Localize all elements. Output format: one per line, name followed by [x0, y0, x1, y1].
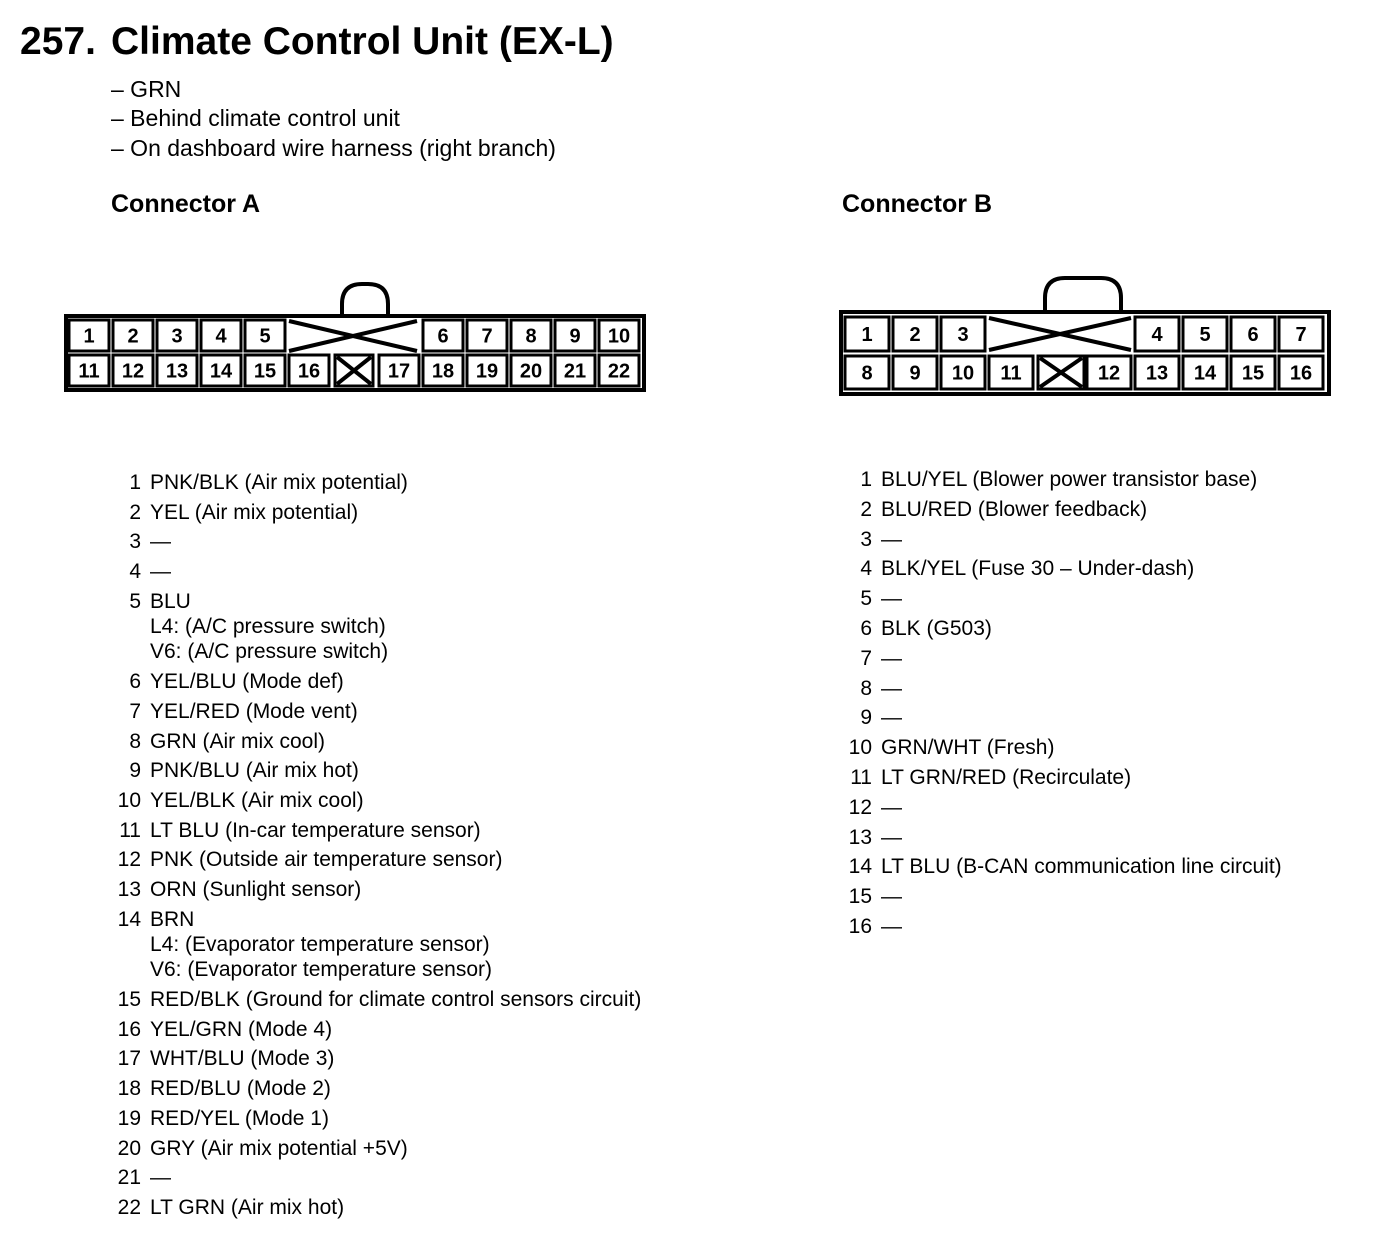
- pin-number: 8: [129, 729, 141, 753]
- pin-body: [150, 818, 481, 843]
- pin-description: —: [150, 530, 171, 554]
- connector-a-heading: Connector A: [111, 190, 261, 218]
- pin-description: —: [150, 1166, 171, 1190]
- pin-body: [150, 559, 171, 584]
- connector-b-pin-label: 13: [1145, 362, 1169, 385]
- pin-body: [881, 556, 1194, 581]
- pin-body: [881, 914, 902, 939]
- pin-number: 3: [860, 527, 872, 551]
- connector-a-pin-label: 1: [83, 325, 95, 348]
- pin-sub-description: L4: (Evaporator temperature sensor): [150, 932, 490, 956]
- pin-number: 15: [117, 988, 141, 1011]
- pin-description: ORN (Sunlight sensor): [150, 878, 362, 901]
- pin-number: 2: [860, 497, 872, 521]
- pin-row: [110, 559, 171, 584]
- connector-a-pin-label: 15: [253, 360, 277, 383]
- connector-a-pin-label: 16: [297, 360, 321, 383]
- connector-b-pin-label: 5: [1199, 324, 1211, 346]
- connector-a-pin-label: 18: [431, 360, 455, 383]
- pin-description: —: [881, 527, 902, 551]
- pin-description: LT GRN/RED (Recirculate): [881, 766, 1132, 789]
- pin-sub-description: V6: (A/C pressure switch): [150, 639, 389, 663]
- pin-description: BLU/RED (Blower feedback): [881, 497, 1148, 521]
- pin-number: 3: [129, 530, 141, 554]
- pin-description: YEL (Air mix potential): [150, 500, 359, 524]
- pin-row: [110, 1046, 334, 1071]
- connector-a-diagram: [64, 280, 648, 394]
- pin-row: [841, 586, 902, 611]
- connector-b-pin-label: 9: [909, 362, 921, 385]
- pin-body: [150, 1106, 329, 1131]
- pin-row: [110, 788, 364, 813]
- pin-body: [150, 847, 502, 872]
- pin-body: [150, 1017, 332, 1042]
- pin-number: 7: [129, 699, 141, 723]
- connector-a-pin-label: 13: [165, 360, 189, 383]
- pin-row: [110, 1076, 331, 1101]
- pin-number: 21: [117, 1166, 141, 1190]
- pin-row: [841, 795, 902, 820]
- pin-row: [841, 616, 992, 641]
- connector-a-pin-label: 21: [563, 360, 587, 383]
- connector-a-pin-label: 12: [121, 360, 145, 383]
- note-color: – GRN: [111, 76, 182, 102]
- pin-description: PNK/BLK (Air mix potential): [150, 471, 408, 494]
- connector-a-pin-label: 2: [127, 325, 139, 348]
- pin-description: GRY (Air mix potential +5V): [150, 1136, 408, 1160]
- pin-body: [150, 699, 358, 724]
- location-notes: [111, 75, 556, 163]
- pin-description: —: [881, 587, 902, 611]
- note-location: – Behind climate control unit: [111, 105, 400, 132]
- connector-b-pin-label: 11: [1000, 362, 1022, 385]
- pin-row: [110, 500, 358, 525]
- pin-body: [150, 669, 344, 694]
- pin-row: [841, 765, 1131, 790]
- connector-b-pin-label: 16: [1289, 362, 1313, 385]
- pin-row: [110, 1195, 344, 1220]
- pin-row: [110, 699, 358, 724]
- connector-b-diagram: [839, 274, 1333, 398]
- pin-body: [150, 1195, 344, 1220]
- pin-body: [881, 854, 1282, 879]
- pin-body: [881, 705, 902, 730]
- connector-b-heading: Connector B: [842, 190, 992, 218]
- pin-number: 22: [117, 1195, 141, 1219]
- pin-body: [881, 497, 1147, 522]
- connector-b-pin-label: 15: [1241, 362, 1265, 385]
- pin-row: [110, 589, 388, 664]
- pin-row: [841, 884, 902, 909]
- pin-body: [150, 729, 325, 754]
- connector-b-pin-label: 2: [909, 324, 921, 346]
- pin-row: [110, 907, 492, 982]
- pin-number: 12: [848, 795, 872, 819]
- pin-description: YEL/RED (Mode vent): [150, 699, 358, 723]
- connector-a-pin-label: 10: [607, 325, 631, 348]
- pin-number: 4: [129, 560, 141, 584]
- pin-number: 16: [117, 1017, 141, 1041]
- pin-description: BLU/YEL (Blower power transistor base): [881, 468, 1258, 491]
- pin-description: YEL/BLK (Air mix cool): [150, 788, 364, 812]
- pin-body: [881, 616, 992, 641]
- pin-number: 20: [117, 1136, 141, 1160]
- pin-description: —: [881, 885, 902, 909]
- connector-a-pin-label: 3: [171, 325, 183, 348]
- pin-number: 1: [860, 468, 872, 491]
- pin-number: 6: [860, 617, 872, 640]
- pin-description: RED/YEL (Mode 1): [150, 1106, 329, 1130]
- pin-row: [110, 847, 502, 872]
- pin-body: [150, 1165, 171, 1190]
- pin-description: WHT/BLU (Mode 3): [150, 1047, 335, 1071]
- pin-number: 12: [117, 848, 141, 872]
- pin-row: [841, 467, 1257, 492]
- pin-description: GRN (Air mix cool): [150, 729, 326, 753]
- title-number: 257.: [20, 20, 96, 63]
- pin-row: [841, 825, 902, 850]
- pin-number: 13: [117, 878, 141, 901]
- pin-row: [110, 818, 481, 843]
- pin-body: [881, 884, 902, 909]
- pin-body: [150, 1076, 331, 1101]
- connector-a-pin-label: 4: [215, 325, 227, 348]
- pin-number: 13: [848, 825, 872, 849]
- pin-number: 9: [129, 759, 141, 783]
- pin-row: [841, 497, 1147, 522]
- pin-number: 14: [117, 907, 141, 931]
- connector-a-face: [64, 280, 648, 394]
- pin-description: BLU: [150, 589, 191, 613]
- pin-description: LT BLU (B-CAN communication line circuit): [881, 855, 1282, 879]
- pin-body: [150, 529, 171, 554]
- pin-number: 9: [860, 706, 872, 730]
- pin-body: [881, 825, 902, 850]
- pin-body: [881, 795, 902, 820]
- title-text: Climate Control Unit (EX-L): [111, 20, 614, 63]
- page-title: [20, 20, 614, 64]
- pin-row: [110, 669, 344, 694]
- connector-a-pin-label: 5: [259, 325, 271, 348]
- pin-row: [841, 527, 902, 552]
- connector-a-pin-label: 9: [569, 325, 581, 348]
- pin-row: [841, 676, 902, 701]
- pin-description: LT GRN (Air mix hot): [150, 1195, 345, 1219]
- connector-b-pin-label: 3: [957, 324, 969, 346]
- pin-description: —: [881, 646, 902, 670]
- pin-body: [150, 877, 361, 902]
- pin-sub-description: L4: (A/C pressure switch): [150, 614, 386, 638]
- pin-body: [881, 676, 902, 701]
- connector-b-latch: [1045, 278, 1121, 312]
- pin-row: [110, 1017, 332, 1042]
- pin-body: [150, 758, 359, 783]
- connector-a-pin-label: 20: [519, 360, 543, 383]
- pin-row: [110, 729, 325, 754]
- pin-number: 7: [860, 646, 872, 670]
- pin-number: 1: [129, 471, 141, 494]
- pin-number: 4: [860, 557, 872, 581]
- pin-number: 10: [848, 736, 872, 760]
- pin-number: 2: [129, 500, 141, 524]
- pin-description: YEL/BLU (Mode def): [150, 670, 344, 694]
- connector-a-pin-label: 7: [481, 325, 493, 348]
- pin-body: [150, 1046, 334, 1071]
- pin-body: [150, 1136, 408, 1161]
- pin-body: [150, 788, 364, 813]
- connector-a-pin-label: 6: [437, 325, 449, 348]
- connector-a-pin-label: 11: [78, 360, 100, 383]
- pin-number: 6: [129, 670, 141, 694]
- pin-number: 11: [850, 766, 872, 789]
- pin-number: 14: [848, 855, 872, 879]
- pin-row: [110, 1136, 408, 1161]
- pin-description: LT BLU (In-car temperature sensor): [150, 818, 481, 842]
- connector-b-pin-label: 6: [1247, 324, 1259, 346]
- pin-description: RED/BLU (Mode 2): [150, 1077, 331, 1101]
- pin-body: [150, 987, 641, 1012]
- pin-number: 5: [129, 589, 141, 613]
- pin-row: [841, 646, 902, 671]
- pin-description: BRN: [150, 907, 195, 931]
- pin-description: —: [881, 676, 902, 700]
- pin-row: [110, 1165, 171, 1190]
- pin-description: YEL/GRN (Mode 4): [150, 1017, 333, 1041]
- connector-a-pin-label: 17: [387, 360, 411, 383]
- connector-b-pin-label: 8: [861, 362, 873, 385]
- pin-number: 5: [860, 587, 872, 611]
- pin-number: 11: [119, 818, 141, 842]
- pin-body: [150, 500, 358, 525]
- pin-description: BLK (G503): [881, 617, 992, 640]
- pin-body: [881, 765, 1131, 790]
- connector-b-pin-label: 12: [1097, 362, 1121, 385]
- pin-description: RED/BLK (Ground for climate control sensors circuit): [150, 988, 642, 1011]
- pin-description: —: [881, 915, 902, 938]
- pin-description: —: [881, 825, 902, 849]
- pin-body: [881, 735, 1054, 760]
- connector-b-pin-label: 7: [1295, 324, 1307, 346]
- pin-row: [841, 705, 902, 730]
- connector-b-pin-label: 4: [1151, 324, 1163, 346]
- connector-b-face: [839, 274, 1333, 398]
- pin-sub-description: V6: (Evaporator temperature sensor): [150, 957, 492, 981]
- pin-number: 17: [117, 1047, 141, 1071]
- connector-b-pin-label: 10: [951, 362, 975, 385]
- pin-number: 8: [860, 676, 872, 700]
- pin-body: [881, 527, 902, 552]
- pin-description: PNK (Outside air temperature sensor): [150, 848, 503, 872]
- pin-body: [150, 589, 388, 664]
- pin-number: 19: [117, 1106, 141, 1130]
- note-harness: – On dashboard wire harness (right branch): [111, 134, 556, 161]
- pin-description: PNK/BLU (Air mix hot): [150, 759, 359, 783]
- pin-body: [881, 467, 1257, 492]
- pin-row: [841, 914, 902, 939]
- connector-a-pin-label: 14: [209, 360, 233, 383]
- pin-body: [150, 907, 492, 982]
- pin-number: 10: [117, 788, 141, 812]
- pin-row: [110, 877, 361, 902]
- pin-description: —: [150, 560, 171, 584]
- pin-row: [110, 987, 641, 1012]
- pin-number: 16: [848, 915, 872, 938]
- pin-description: BLK/YEL (Fuse 30 – Under-dash): [881, 557, 1195, 581]
- connector-a-pin-label: 8: [525, 325, 537, 348]
- pin-number: 15: [848, 885, 872, 909]
- connector-b-pin-label: 1: [861, 324, 873, 346]
- pin-description: —: [881, 706, 902, 730]
- pin-row: [110, 1106, 329, 1131]
- pin-row: [841, 735, 1054, 760]
- connector-a-pin-label: 22: [607, 360, 631, 383]
- pin-description: —: [881, 795, 902, 819]
- pin-body: [150, 470, 408, 495]
- connector-b-pin-label: 14: [1193, 362, 1217, 385]
- pin-row: [110, 758, 359, 783]
- connector-a-latch: [342, 284, 388, 316]
- pin-row: [110, 529, 171, 554]
- pin-description: GRN/WHT (Fresh): [881, 736, 1055, 760]
- pin-row: [841, 556, 1194, 581]
- pin-row: [110, 470, 408, 495]
- pin-row: [841, 854, 1282, 879]
- pin-body: [881, 586, 902, 611]
- pin-number: 18: [117, 1077, 141, 1101]
- connector-a-pin-label: 19: [475, 360, 499, 383]
- pin-body: [881, 646, 902, 671]
